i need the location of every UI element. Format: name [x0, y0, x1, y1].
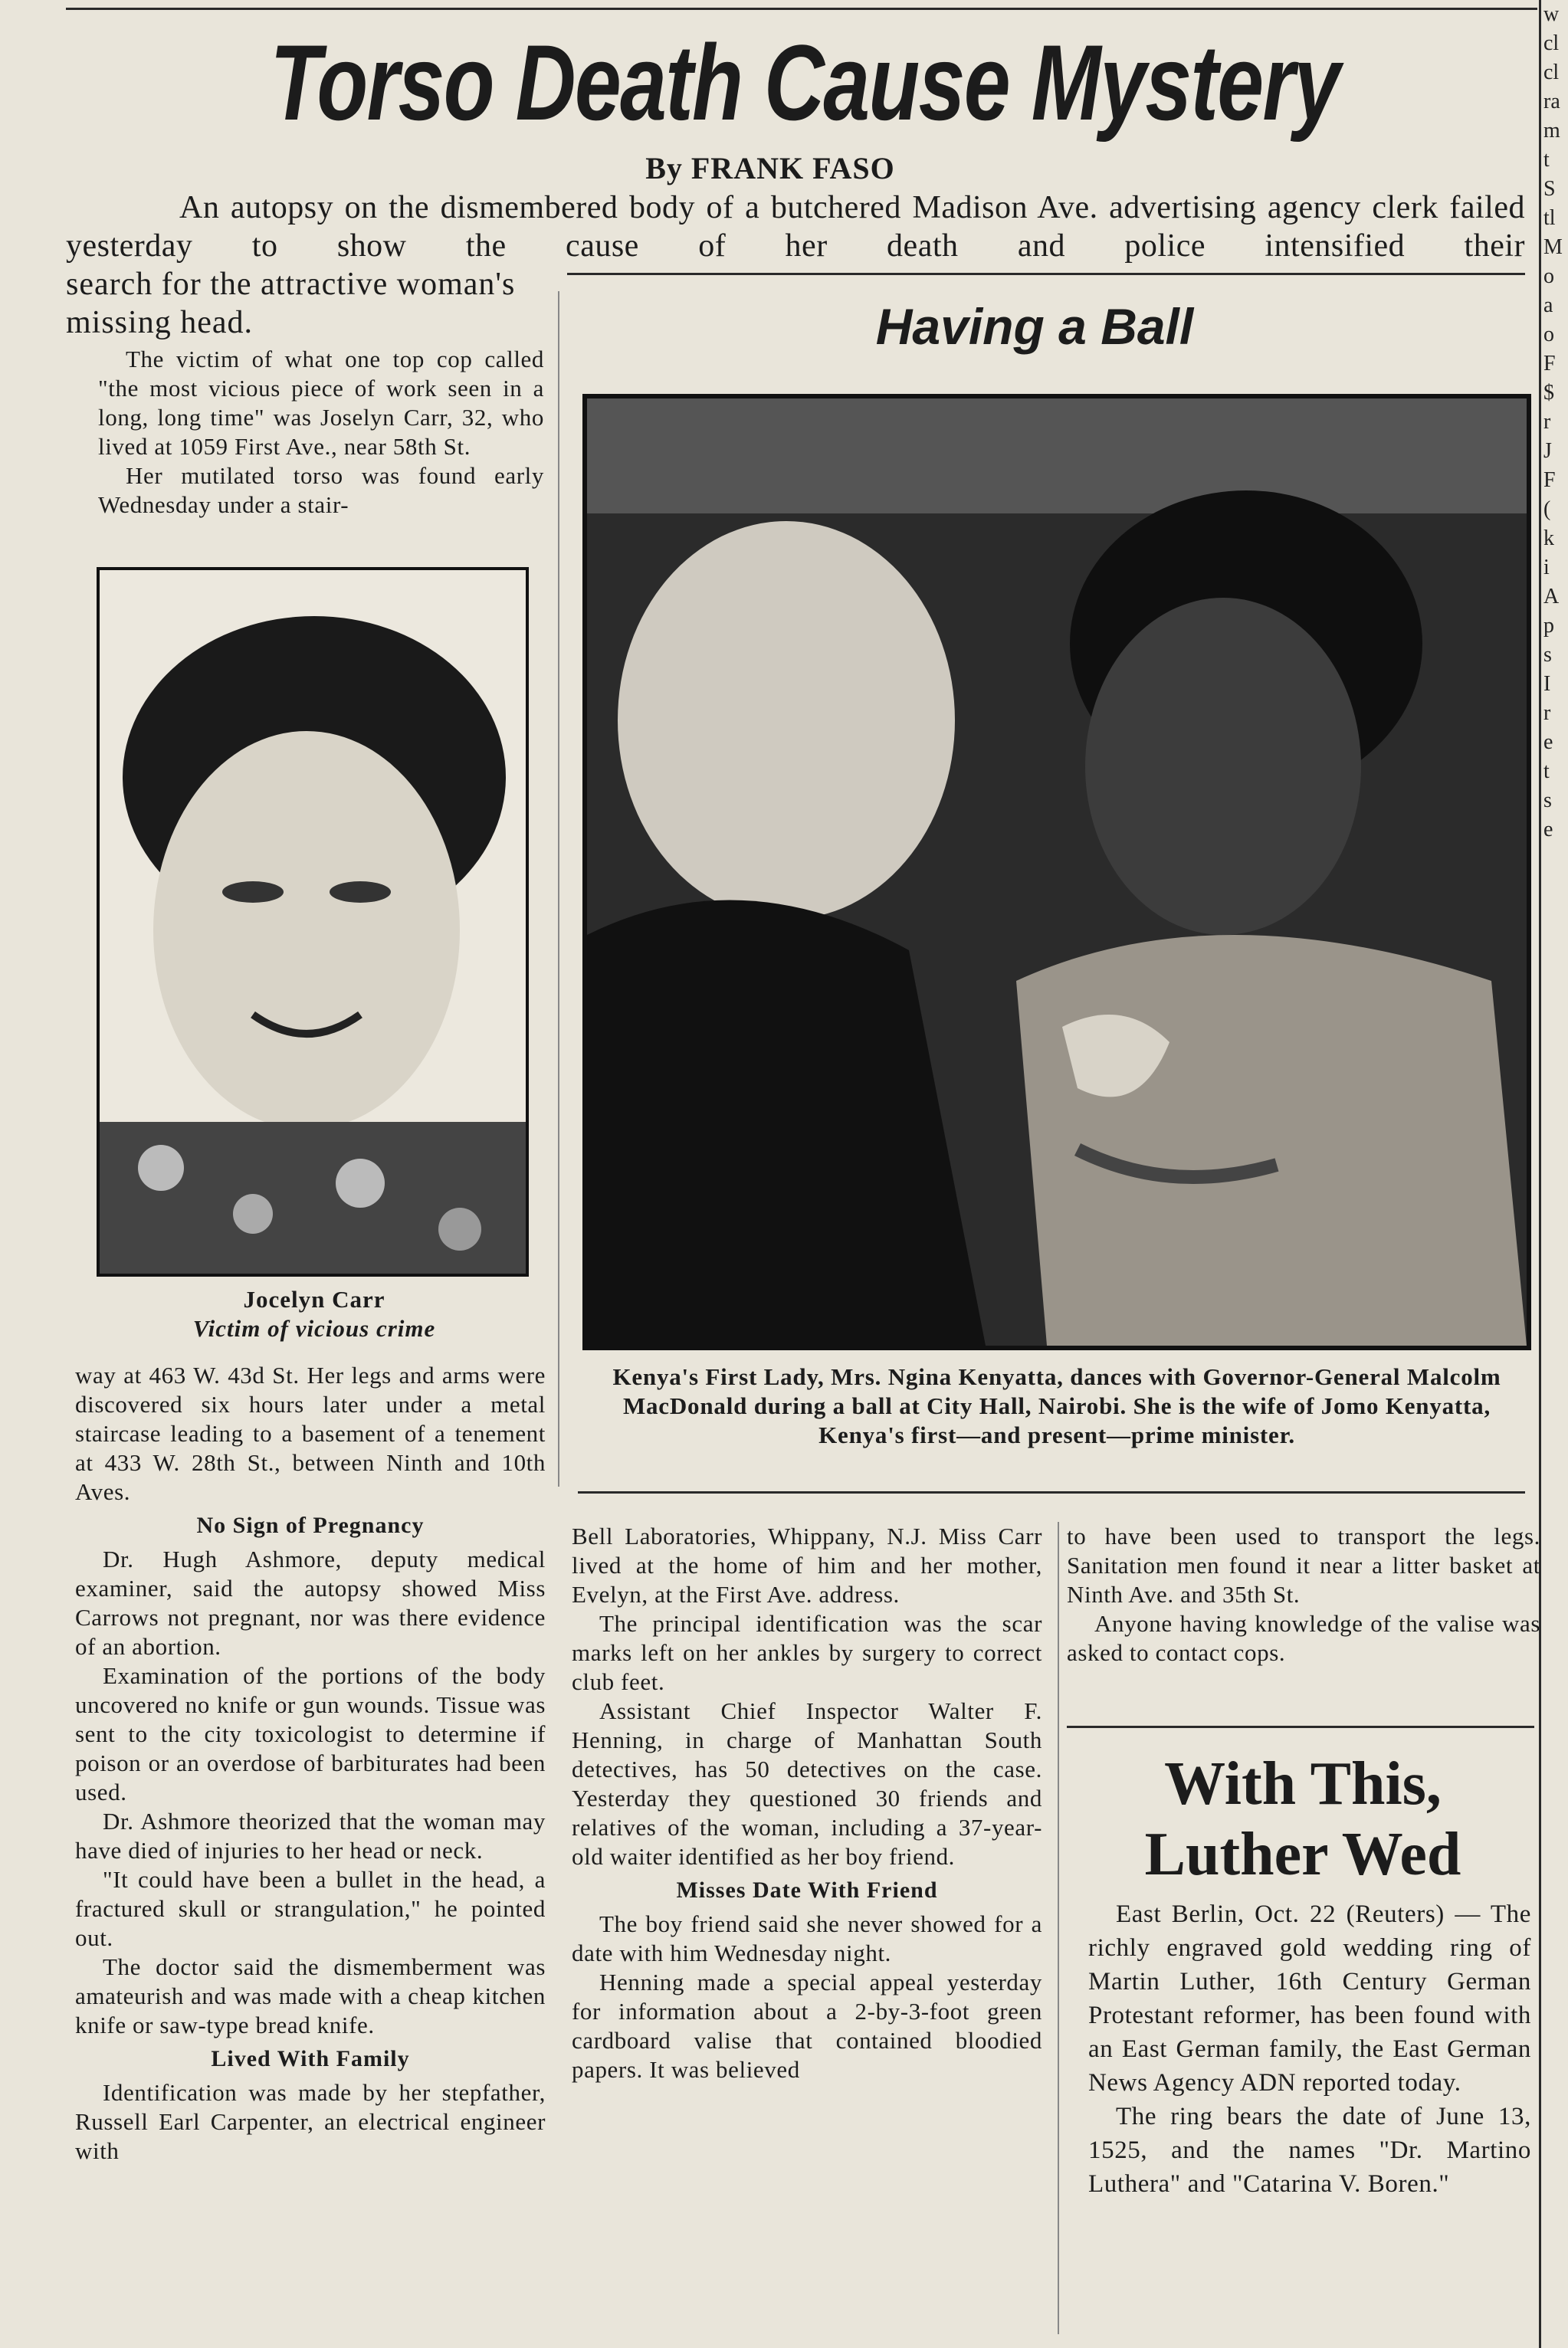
photo-section-title: Having a Ball	[875, 298, 1194, 355]
paragraph: to have been used to transport the legs. Sanitation men found it near a litter basket at Ninth Ave. and 35th St.	[1067, 1523, 1540, 1608]
paragraph: The ring bears the date of June 13, 1525, and the names "Dr. Martino Luthera" and "Catarina V. Boren."	[1088, 2103, 1531, 2198]
column-1-top	[98, 345, 544, 520]
luther-rule	[1067, 1726, 1534, 1728]
dance-photo	[582, 394, 1531, 1350]
byline: By FRANK FASO	[645, 151, 895, 185]
dance-photo-caption: Kenya's First Lady, Mrs. Ngina Kenyatta, dances with Governor-General Malcolm MacDonald during a ball at City Hall, Nairobi. She is the wife of Jomo Kenyatta, Kenya's first—and present—prime minister.	[612, 1363, 1501, 1448]
lead-paragraph: An autopsy on the dismembered body of a butchered Madison Ave. advertising agency clerk failed yesterday to show the cause of her death and police intensified their	[66, 190, 1525, 264]
paragraph: Dr. Ashmore theorized that the woman may have died of injuries to her head or neck.	[75, 1808, 546, 1864]
vertical-rule-mid	[1058, 1522, 1059, 2334]
paragraph: Bell Laboratories, Whippany, N.J. Miss Carr lived at the home of him and her mother, Evelyn, at the First Ave. address.	[572, 1523, 1042, 1608]
caption-rule	[578, 1491, 1525, 1494]
paragraph: Identification was made by her stepfather, Russell Earl Carpenter, an electrical engineer with	[75, 2079, 546, 2164]
portrait-caption-name: Jocelyn Carr	[243, 1286, 385, 1313]
vertical-rule-left	[558, 291, 559, 1487]
headline: Torso Death Cause Mystery	[270, 22, 1340, 143]
luther-headline	[1073, 1749, 1533, 1890]
paragraph: The principal identification was the scar marks left on her ankles by surgery to correct club feet.	[572, 1610, 1042, 1695]
paragraph: Henning made a special appeal yesterday for information about a 2-by-3-foot green cardboard valise that contained bloodied papers. It was believed	[572, 1969, 1042, 2083]
subhead-date: Misses Date With Friend	[676, 1877, 938, 1903]
luther-story	[1088, 1897, 1531, 2201]
dance-image	[587, 398, 1527, 1346]
lead-paragraph-continued: search for the attractive woman's missing head.	[66, 267, 516, 340]
paragraph: Assistant Chief Inspector Walter F. Henning, in charge of Manhattan South detectives, has 50 detectives on the case. Yesterday they questioned 30 friends and relatives of the woman, including a 37-year-old waiter identified as her boy friend.	[572, 1697, 1042, 1870]
column-3	[1067, 1522, 1540, 1668]
paragraph: way at 463 W. 43d St. Her legs and arms were discovered six hours later under a metal staircase leading to a basement of a tenement at 433 W. 28th St., between Ninth and 10th Aves.	[75, 1362, 546, 1505]
paragraph: Anyone having knowledge of the valise was asked to contact cops.	[1067, 1610, 1540, 1666]
subhead-family: Lived With Family	[211, 2046, 410, 2071]
paragraph: "It could have been a bullet in the head, a fractured skull or strangulation," he pointed out.	[75, 1866, 546, 1951]
paragraph: The doctor said the dismemberment was amateurish and was made with a cheap kitchen knife or saw-type bread knife.	[75, 1953, 546, 2038]
paragraph: Examination of the portions of the body uncovered no knife or gun wounds. Tissue was sent to the city toxicologist to determine if poison or an overdose of barbiturates had been used.	[75, 1662, 546, 1805]
paragraph: East Berlin, Oct. 22 (Reuters) — The richly engraved gold wedding ring of Martin Luther, 16th Century German Protestant reformer, has been found with an East German family, the East German News Agency ADN reported today.	[1088, 1900, 1531, 2097]
subhead-pregnancy: No Sign of Pregnancy	[196, 1513, 425, 1538]
lead-rule	[567, 273, 1525, 275]
portrait-photo	[97, 567, 529, 1277]
adjacent-column-fragments: w cl cl ra m t S tl M o a o F $ r J F ( k i A p s I r e t s e	[1543, 2, 1563, 841]
paragraph: Her mutilated torso was found early Wednesday under a stair-	[98, 462, 544, 518]
paragraph: The boy friend said she never showed for a date with him Wednesday night.	[572, 1910, 1042, 1966]
portrait-caption-subtitle: Victim of vicious crime	[192, 1315, 436, 1342]
portrait-image	[100, 570, 526, 1274]
paragraph: The victim of what one top cop called "the most vicious piece of work seen in a long, long time" was Joselyn Carr, 32, who lived at 1059 First Ave., near 58th St.	[98, 346, 544, 460]
column-1-bottom	[75, 1361, 546, 2166]
column-divider-right	[1539, 0, 1541, 2348]
luther-headline-line2: Luther Wed	[1144, 1821, 1461, 1888]
top-rule	[66, 8, 1537, 10]
paragraph: Dr. Hugh Ashmore, deputy medical examiner, said the autopsy showed Miss Carrows not pregnant, nor was there evidence of an abortion.	[75, 1546, 546, 1660]
column-2	[572, 1522, 1042, 2084]
luther-headline-line1: With This,	[1164, 1750, 1442, 1818]
